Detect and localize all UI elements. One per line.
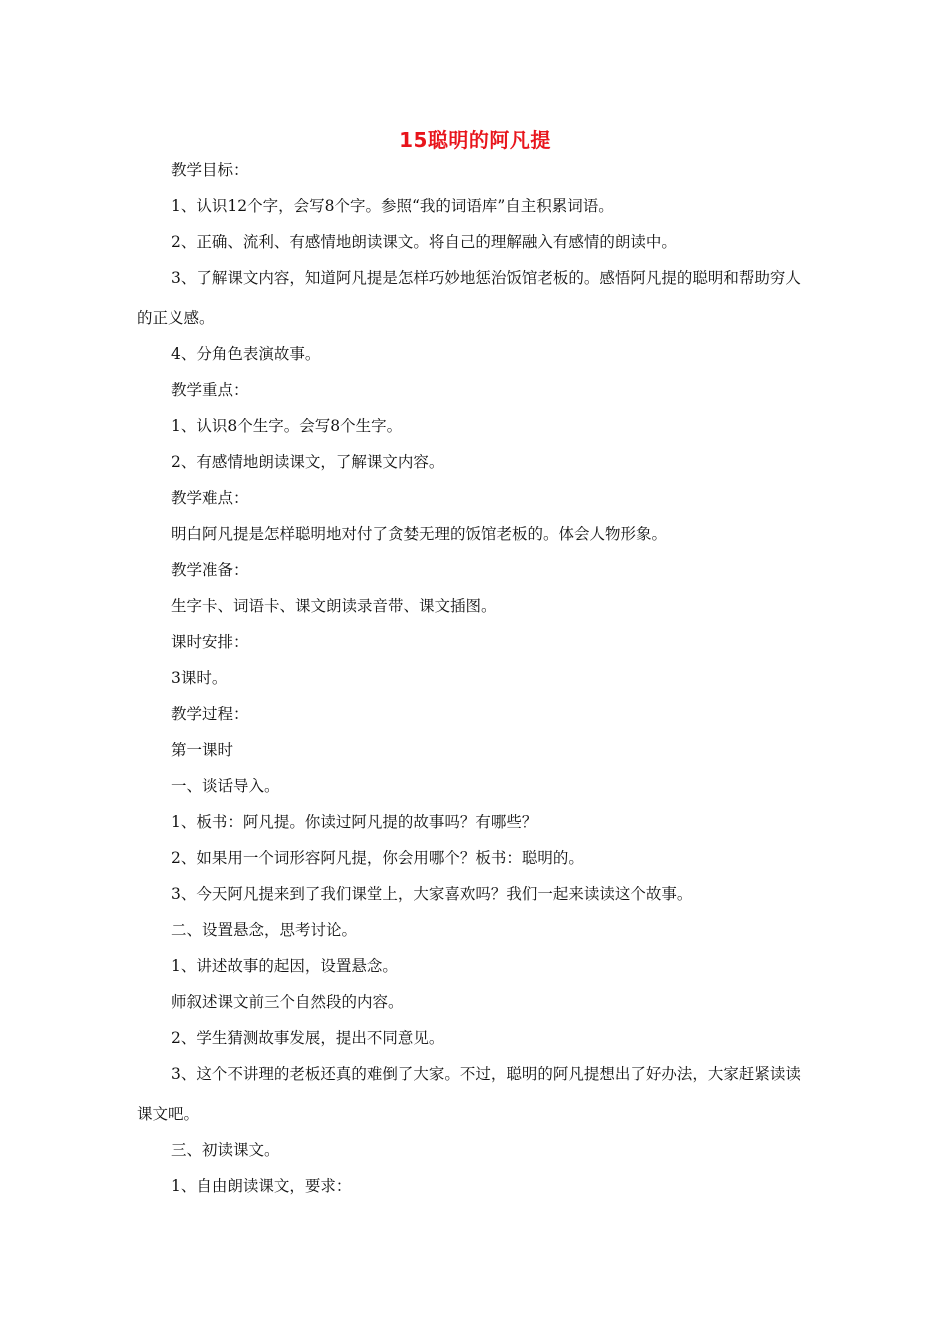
heading-key-points: 教学重点： (171, 381, 249, 399)
section-1-item-1: 1、板书：阿凡提。你读过阿凡提的故事吗？有哪些？ (171, 813, 538, 831)
heading-preparation: 教学准备： (171, 561, 249, 579)
section-2-note: 师叙述课文前三个自然段的内容。 (171, 993, 404, 1011)
objective-2: 2、正确、流利、有感情地朗读课文。将自己的理解融入有感情的朗读中。 (171, 233, 677, 251)
section-1-heading: 一、谈话导入。 (171, 777, 280, 795)
section-1-item-2: 2、如果用一个词形容阿凡提，你会用哪个？板书：聪明的。 (171, 849, 584, 867)
heading-process: 教学过程： (171, 705, 249, 723)
section-1-item-3: 3、今天阿凡提来到了我们课堂上，大家喜欢吗？我们一起来读读这个故事。 (171, 885, 693, 903)
objective-4: 4、分角色表演故事。 (171, 345, 321, 363)
objective-1: 1、认识12个字，会写8个字。参照“我的词语库”自主积累词语。 (171, 197, 614, 215)
section-3-heading: 三、初读课文。 (171, 1141, 280, 1159)
heading-schedule: 课时安排： (171, 633, 249, 651)
difficulty-text: 明白阿凡提是怎样聪明地对付了贪婪无理的饭馆老板的。体会人物形象。 (171, 525, 668, 543)
heading-difficulties: 教学难点： (171, 489, 249, 507)
objective-3: 3、了解课文内容，知道阿凡提是怎样巧妙地惩治饭馆老板的。感悟阿凡提的聪明和帮助穷人的正义感。 (137, 269, 801, 327)
document-title: 15聪明的阿凡提 (399, 128, 551, 152)
schedule-text: 3课时。 (171, 669, 228, 687)
lesson-one-heading: 第一课时 (171, 741, 234, 759)
key-point-1: 1、认识8个生字。会写8个生字。 (171, 417, 403, 435)
heading-objectives: 教学目标： (171, 161, 249, 179)
section-3-item-1: 1、自由朗读课文，要求： (171, 1177, 352, 1195)
document-body (137, 160, 813, 1212)
section-2-item-2: 2、学生猜测故事发展，提出不同意见。 (171, 1029, 445, 1047)
section-2-item-1: 1、讲述故事的起因，设置悬念。 (171, 957, 398, 975)
section-2-heading: 二、设置悬念，思考讨论。 (171, 921, 358, 939)
section-2-item-3: 3、这个不讲理的老板还真的难倒了大家。不过，聪明的阿凡提想出了好办法，大家赶紧读读课文吧。 (137, 1065, 801, 1123)
key-point-2: 2、有感情地朗读课文，了解课文内容。 (171, 453, 445, 471)
preparation-text: 生字卡、词语卡、课文朗读录音带、课文插图。 (171, 597, 497, 615)
